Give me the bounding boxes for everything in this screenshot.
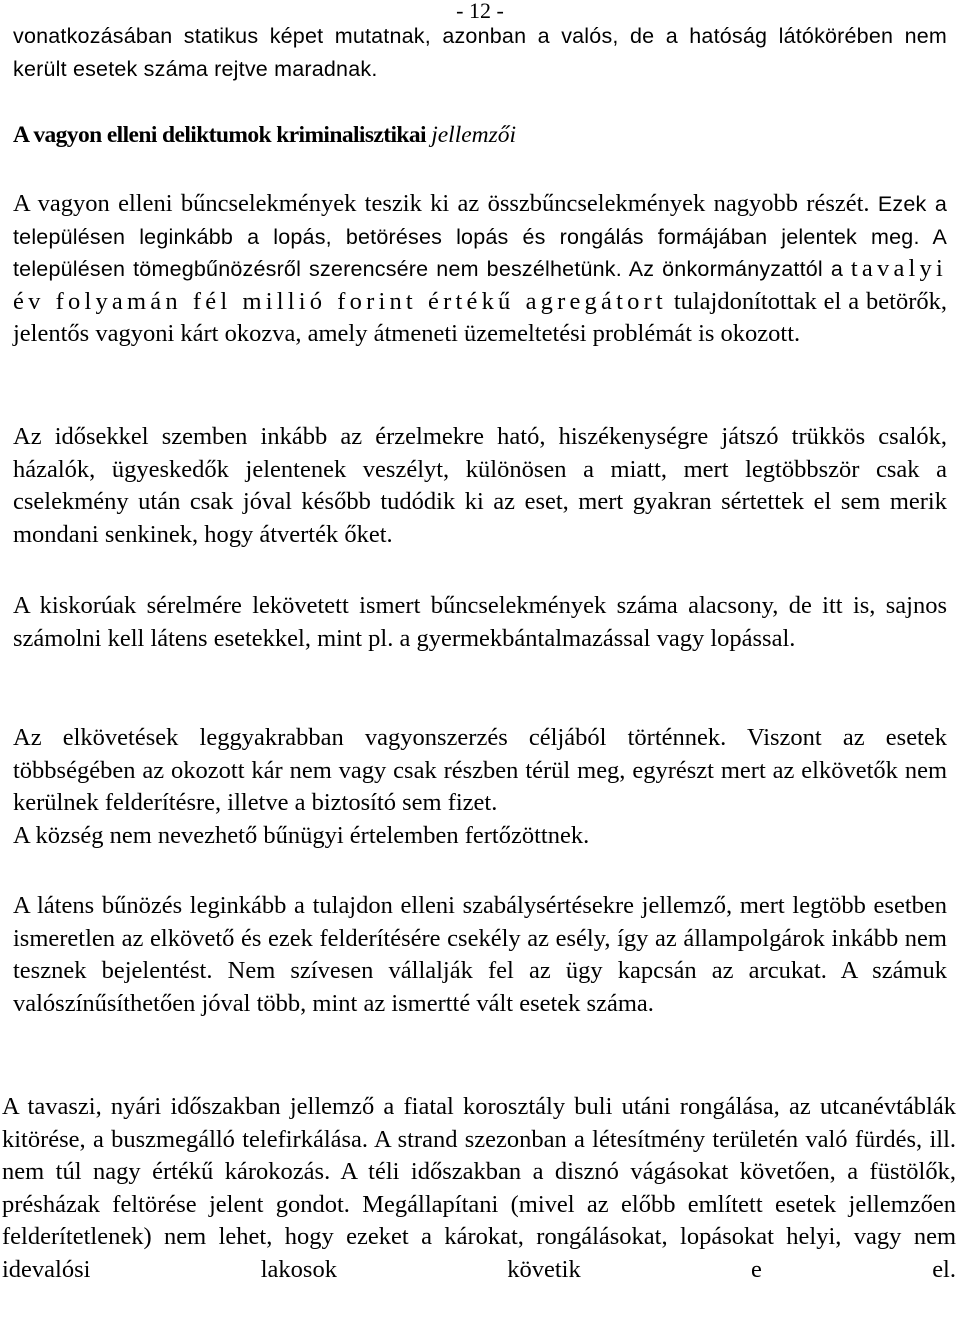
paragraph-latent-crime: A látens bűnözés leginkább a tulajdon elleni szabálysértésekre jellemző, mert legtöbb esetben ismeretlen az elkövető és ezek felderítésére csekély az esély, így az állampolgárok inkább nem tesznek bejelentést. Nem szívesen vállalják fel az ügy kapcsán az arcukat. A számuk valószínűsíthetően jóval több, mint az ismertté vált esetek száma. xyxy=(13,892,947,1017)
paragraph-seasonal: A tavaszi, nyári időszakban jellemző a fiatal korosztály buli utáni rongálása, az utcanévtáblák kitörése, a buszmegálló telefirkálása. A strand szezonban a létesítmény területén való fürdés, ill. nem túl nagy értékű károkozás. A téli időszakban a disznó vágásokat követően, a füstölők, présházak feltörése jelent gondot. Megállapítani (mivel az előbb említett esetek jellemzően felderítetlenek) nem lehet, hogy ezeket a károkat, rongálásokat, lopásokat helyi, vagy nem idevalósi lakosok követik e el. xyxy=(2,1093,956,1283)
p1-sentence-3: tulajdonítottak el a betörők, jelentős vagyoni kárt okozva, amely átmeneti üzemeltetési problémát is okozott. xyxy=(13,287,947,348)
p1-sentence-2: Ezek a településen leginkább a lopás, betöréses lopás és rongálás formájában jelentek meg. A településen tömegbűnözésről szerencsére nem beszélhetünk. Az önkormányzattól a xyxy=(13,192,947,282)
section-heading xyxy=(13,118,516,152)
p4-line-2: A község nem nevezhető bűnügyi értelemben fertőzöttnek. xyxy=(13,821,590,849)
paragraph-minors: A kiskorúak sérelmére lekövetett ismert bűncselekmények száma alacsony, de itt is, sajnos számolni kell látens esetekkel, mint pl. a gyermekbántalmazással vagy lopással. xyxy=(13,592,947,652)
p4-text: Az elkövetések leggyakrabban vagyonszerzés céljából történnek. Viszont az esetek többségében az okozott kár nem vagy csak részben térül meg, egyrészt mert az elkövetők nem kerülnek felderítésre, illetve a biztosító sem fizet. xyxy=(13,724,947,817)
intro-paragraph: vonatkozásában statikus képet mutatnak, azonban a valós, de a hatóság látókörében nem került esetek száma rejtve maradnak. xyxy=(13,24,947,81)
p1-spaced-text: tavalyi év folyamán fél millió forint értékű agregátort xyxy=(13,255,947,315)
section-heading-bold: A vagyon elleni deliktumok kriminalisztikai xyxy=(13,122,426,148)
p1-sentence-1: A vagyon elleni bűncselekmények teszik ki az összbűncselekmények nagyobb részét. xyxy=(13,190,870,217)
paragraph-elderly: Az idősekkel szemben inkább az érzelmekre ható, hiszékenységre játszó trükkös csalók, házalók, ügyeskedők jelentenek veszélyt, különösen a miatt, mert legtöbbször csak a cselekmény után csak jóval később tudódik ki az eset, mert gyakran sértettek el sem merik mondani senkinek, hogy átverték őket. xyxy=(13,423,947,548)
page-number: - 12 - xyxy=(456,0,504,23)
section-heading-italic: jellemzői xyxy=(431,122,517,148)
paragraph-motives xyxy=(13,722,947,852)
paragraph-property-crimes xyxy=(13,188,947,351)
